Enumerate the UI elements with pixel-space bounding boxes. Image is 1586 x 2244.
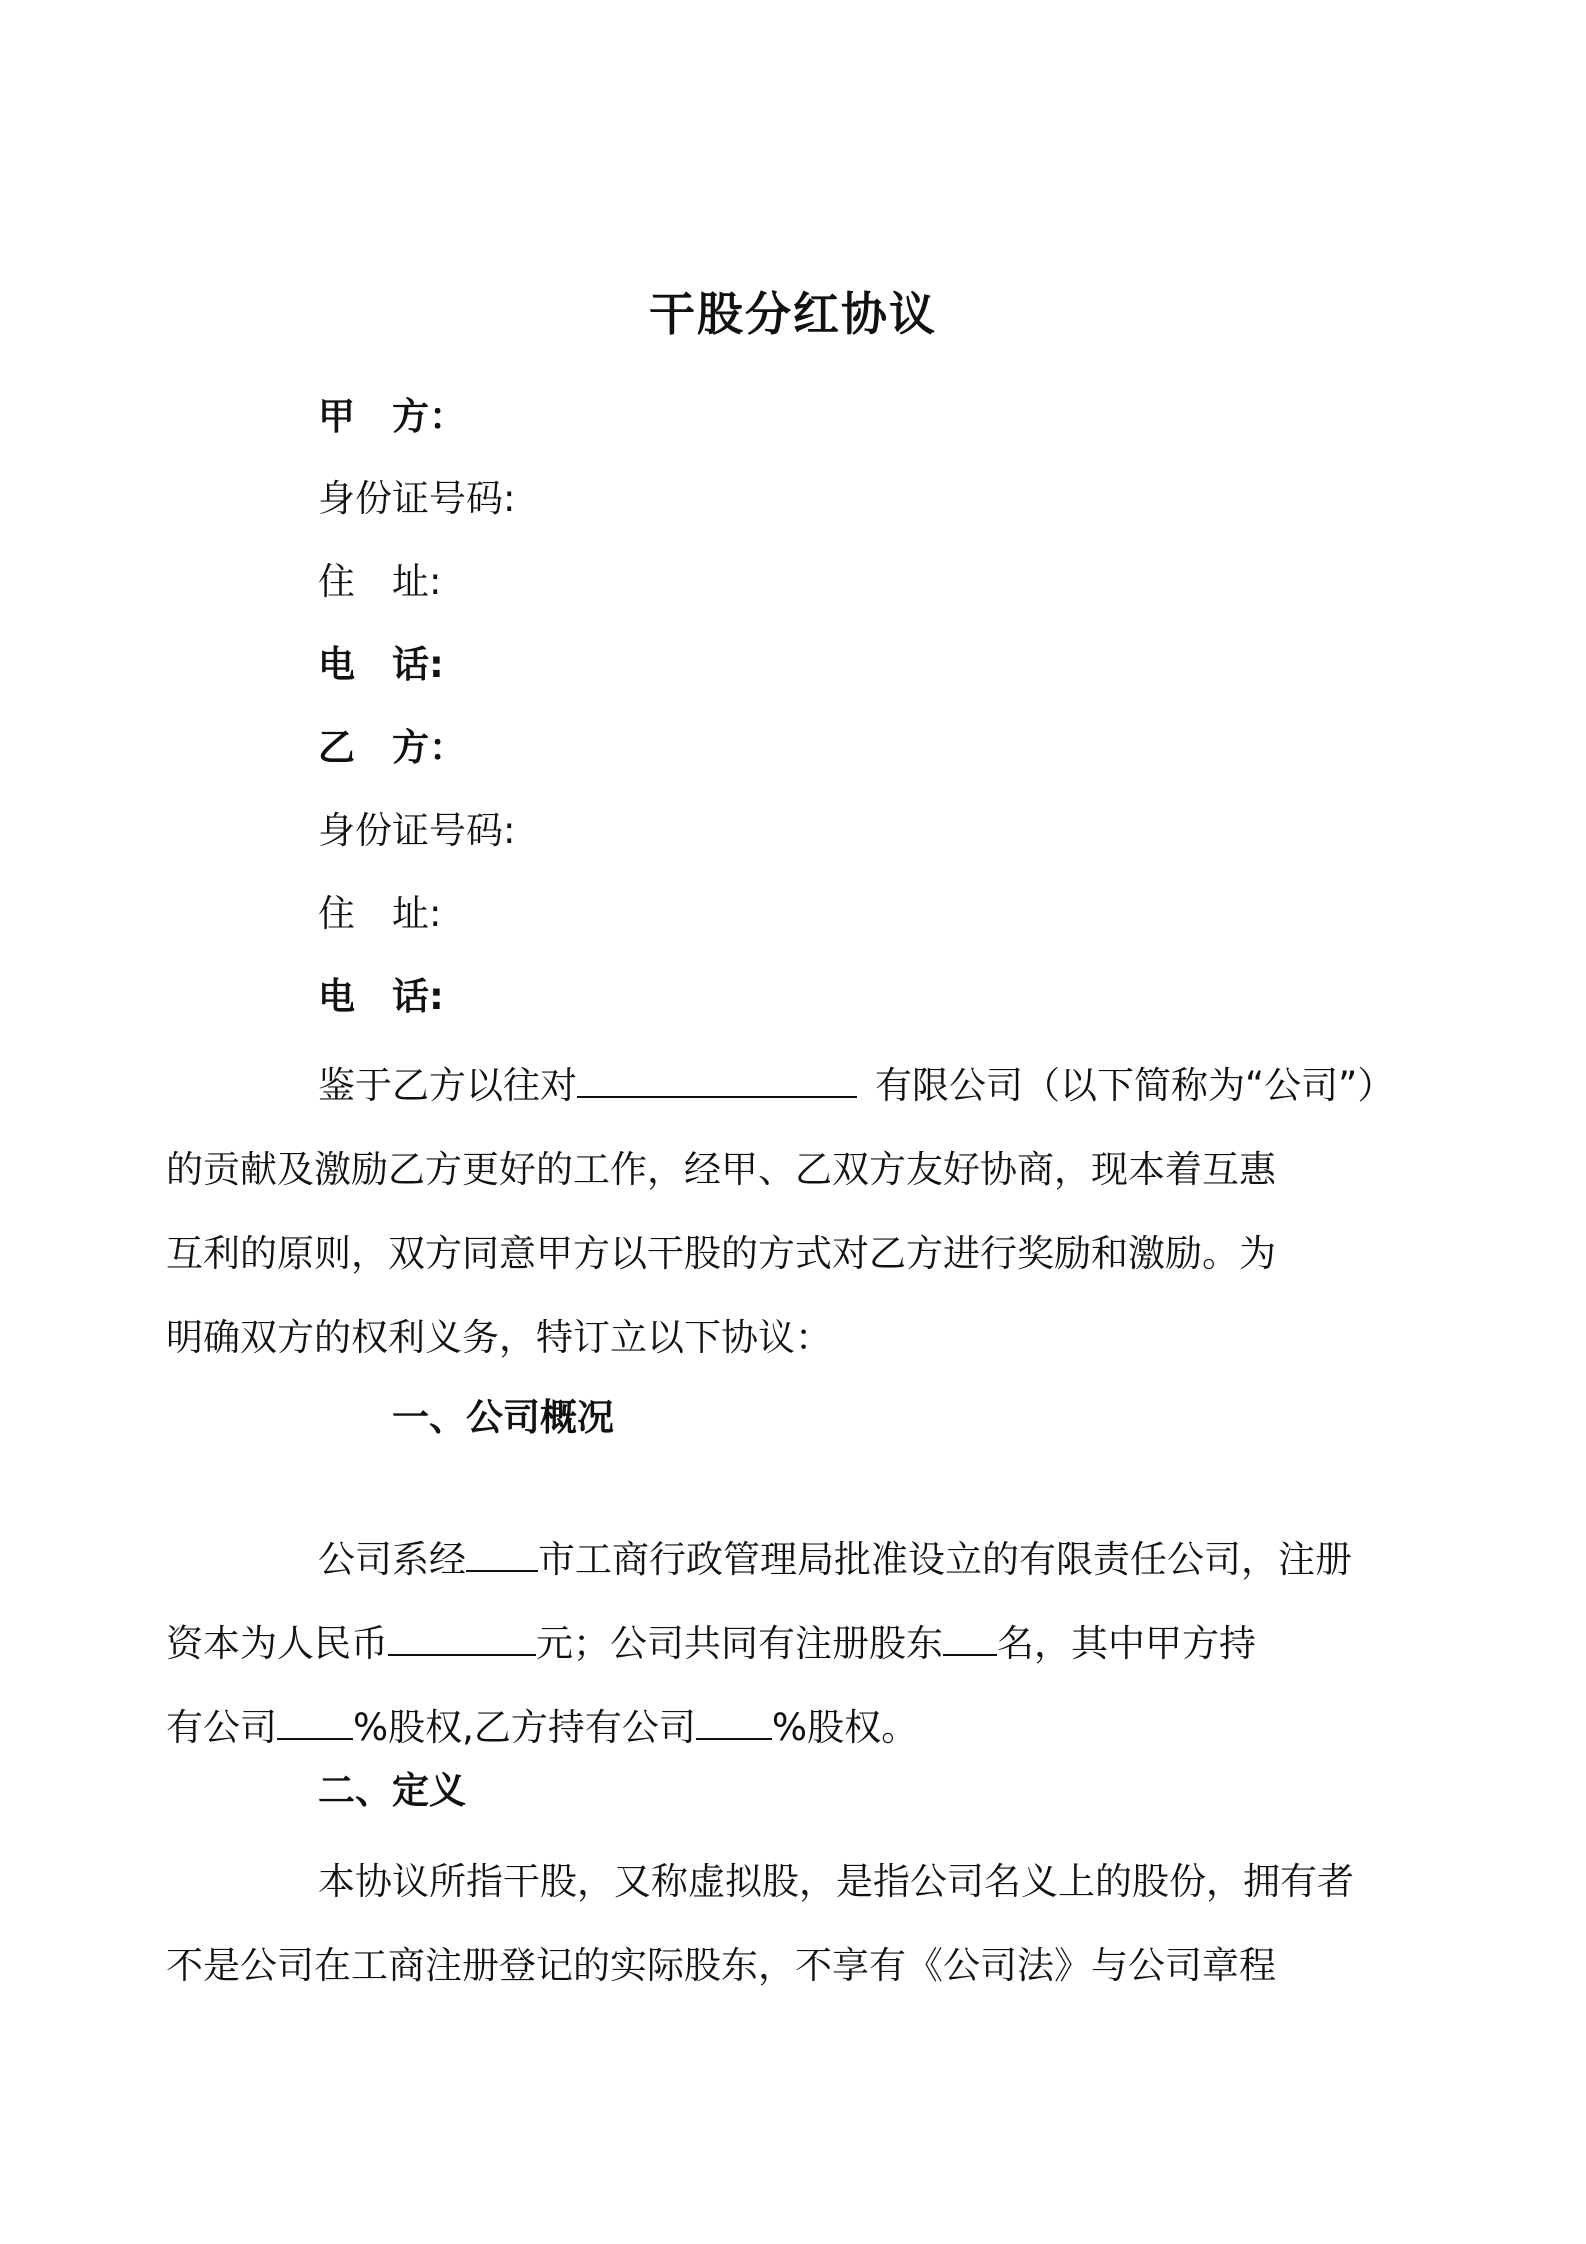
section-2-line-1: 本协议所指干股，又称虚拟股，是指公司名义上的股份，拥有者	[318, 1860, 1354, 1903]
section-1-line-1	[242, 1518, 1362, 1602]
section-1-heading: 一、公司概况	[392, 1396, 614, 1439]
document-title: 干股分红协议	[649, 287, 937, 341]
party-a-percent-blank	[277, 1700, 353, 1740]
capital-blank	[388, 1616, 536, 1656]
party-b-percent-blank	[696, 1700, 772, 1740]
shareholder-count-blank	[943, 1616, 997, 1656]
section-1-line-2	[166, 1602, 1362, 1686]
party-a-id-label: 身份证号码:	[318, 477, 516, 520]
preamble-line-1	[242, 1044, 1395, 1128]
section-1-text: 有公司	[166, 1706, 277, 1749]
party-b-address-label: 住 址:	[318, 892, 442, 935]
party-b-label: 乙 方：	[318, 726, 466, 769]
section-1-text: 市工商行政管理局批准设立的有限责任公司，注册	[538, 1538, 1352, 1581]
preamble-text: 鉴于乙方以往对	[318, 1064, 577, 1107]
section-1-text: 资本为人民币	[166, 1622, 388, 1665]
section-1-text: 元；公司共同有注册股东	[536, 1622, 943, 1665]
preamble-line-2: 的贡献及激励乙方更好的工作，经甲、乙双方友好协商，现本着互惠	[166, 1148, 1276, 1191]
party-b-phone-label: 电 话:	[318, 975, 444, 1018]
section-1-text: %股权,乙方持有公司	[353, 1706, 696, 1749]
city-blank	[466, 1532, 538, 1572]
section-2-line-2: 不是公司在工商注册登记的实际股东，不享有《公司法》与公司章程	[166, 1944, 1276, 1987]
section-1-text: %股权。	[771, 1706, 919, 1749]
section-2-heading: 二、定义	[318, 1769, 466, 1812]
party-a-label: 甲 方：	[318, 395, 466, 438]
preamble-line-3: 互利的原则，双方同意甲方以干股的方式对乙方进行奖励和激励。为	[166, 1232, 1276, 1275]
company-name-blank	[577, 1058, 857, 1098]
preamble-paragraph	[166, 1044, 1395, 1380]
section-1-paragraph	[166, 1518, 1362, 1770]
preamble-text: 有限公司（以下简称为“公司”）	[875, 1064, 1395, 1107]
preamble-line-4: 明确双方的权利义务，特订立以下协议：	[166, 1316, 832, 1359]
party-b-id-label: 身份证号码:	[318, 809, 516, 852]
section-1-line-3	[166, 1686, 1362, 1770]
section-1-text: 名，其中甲方持	[997, 1622, 1256, 1665]
section-1-text: 公司系经	[318, 1538, 466, 1581]
party-a-phone-label: 电 话:	[318, 643, 444, 686]
party-a-address-label: 住 址:	[318, 560, 442, 603]
section-2-paragraph	[166, 1840, 1362, 2008]
